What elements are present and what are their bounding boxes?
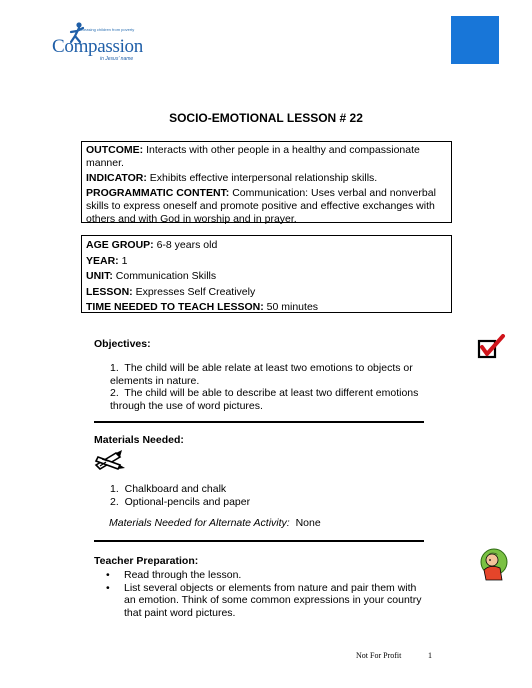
indicator-label: INDICATOR:: [86, 172, 147, 184]
blue-corner-block: [451, 16, 499, 64]
lesson-value: Expresses Self Creatively: [135, 285, 256, 298]
teacher-prep-heading: Teacher Preparation:: [94, 555, 199, 567]
unit-label: UNIT:: [86, 270, 113, 282]
teacher-avatar-icon: [478, 548, 510, 584]
objectives-list: [110, 362, 430, 412]
section-divider: [94, 421, 424, 423]
list-item: 2. Optional-pencils and paper: [110, 495, 251, 508]
year-value: 1: [121, 254, 128, 267]
materials-list: [110, 483, 430, 508]
pencils-icon: [94, 449, 126, 471]
list-item: 2. The child will be able to describe at least two different emotions through the use of word pictures.: [110, 387, 419, 412]
logo-wordmark: Compassion: [52, 36, 143, 57]
section-divider: [94, 540, 424, 542]
logo-tagline: Releasing children from poverty: [78, 27, 135, 32]
time-value: 50 minutes: [266, 301, 319, 313]
outcome-text: Interacts with other people in a healthy and compassionate manner.: [86, 144, 420, 169]
lesson-info-box: [81, 235, 452, 313]
lesson-label: LESSON:: [86, 285, 133, 298]
programmatic-label: PROGRAMMATIC CONTENT:: [86, 187, 230, 199]
alternate-materials-label: Materials Needed for Alternate Activity:: [109, 517, 290, 529]
indicator-text: Exhibits effective interpersonal relationship skills.: [149, 172, 378, 184]
age-value: 6-8 years old: [156, 239, 218, 251]
year-label: YEAR:: [86, 254, 119, 267]
time-label: TIME NEEDED TO TEACH LESSON:: [86, 301, 264, 313]
outcome-label: OUTCOME:: [86, 144, 144, 156]
objectives-heading: Objectives:: [94, 338, 151, 350]
outcome-box: [81, 141, 452, 223]
unit-value: Communication Skills: [115, 270, 217, 282]
list-item: • List several objects or elements from nature and pair them with an emotion. Think of some common expressions in your country that paint word pictures.: [106, 581, 422, 619]
list-item: 1. Chalkboard and chalk: [110, 483, 227, 495]
programmatic-text: Communication: Uses verbal and nonverbal skills to express oneself and promote positive and effective exchanges with others and with God in worship and in prayer.: [86, 187, 436, 225]
teacher-prep-list: [104, 569, 428, 619]
checkbox-check-icon: [476, 334, 506, 360]
list-item: 1. The child will be able relate at least two emotions to objects or elements in nature.: [110, 362, 413, 387]
list-item: • Read through the lesson.: [106, 569, 242, 581]
page-number: 1: [428, 651, 432, 660]
logo-subline: in Jesus' name: [100, 56, 134, 62]
materials-heading: Materials Needed:: [94, 434, 184, 446]
alternate-materials-value: None: [295, 517, 321, 529]
age-label: AGE GROUP:: [86, 239, 154, 251]
alternate-materials: [109, 517, 321, 530]
page-title: SOCIO-EMOTIONAL LESSON # 22: [169, 111, 363, 125]
footer-text: Not For Profit: [356, 651, 402, 660]
